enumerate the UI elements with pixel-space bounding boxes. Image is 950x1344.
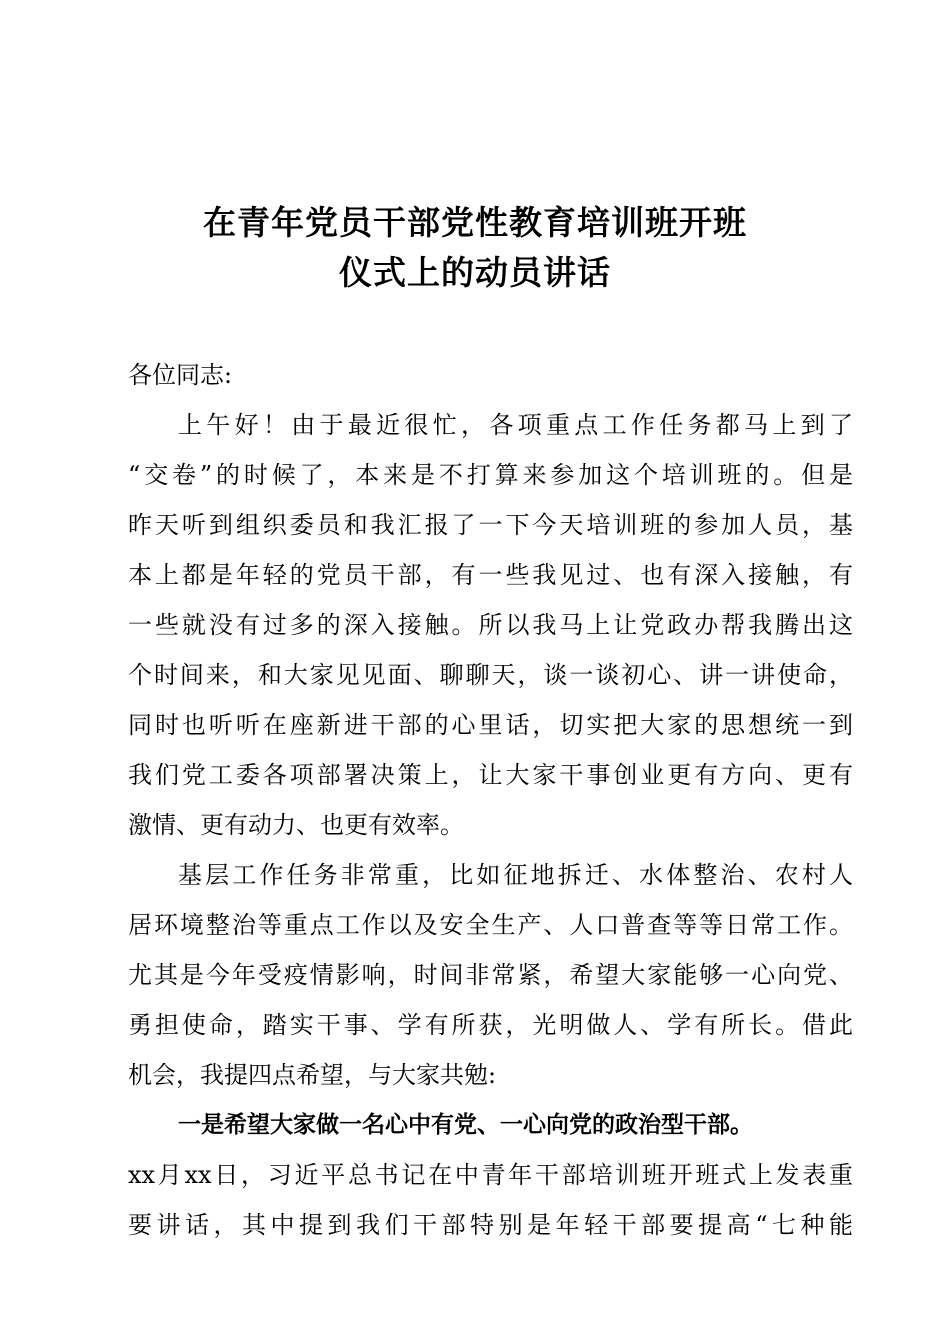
paragraph-line: xx月xx日，习近平总书记在中青年干部培训班开班式上发表重 xyxy=(128,1161,853,1189)
paragraph-line: 本上都是年轻的党员干部，有一些我见过、也有深入接触，有 xyxy=(128,561,853,589)
paragraph-line: 尤其是今年受疫情影响，时间非常紧，希望大家能够一心向党、 xyxy=(128,961,853,989)
salutation: 各位同志: xyxy=(128,361,233,389)
paragraph-line: 我们党工委各项部署决策上，让大家干事创业更有方向、更有 xyxy=(128,761,853,789)
section-heading-1: 一是希望大家做一名心中有党、一心向党的政治型干部。 xyxy=(178,1112,753,1138)
paragraph-line: “交卷”的时候了，本来是不打算来参加这个培训班的。但是 xyxy=(128,461,853,489)
paragraph-line: 基层工作任务非常重，比如征地拆迁、水体整治、农村人 xyxy=(178,861,853,889)
paragraph-line: 上午好！由于最近很忙，各项重点工作任务都马上到了 xyxy=(178,411,853,439)
paragraph-line: 勇担使命，踏实干事、学有所获，光明做人、学有所长。借此 xyxy=(128,1011,853,1039)
paragraph-line: 一些就没有过多的深入接触。所以我马上让党政办帮我腾出这 xyxy=(128,611,853,639)
title-line-1: 在青年党员干部党性教育培训班开班 xyxy=(203,203,747,242)
paragraph-line: 要讲话，其中提到我们干部特别是年轻干部要提高“七种能 xyxy=(128,1211,853,1239)
title-line-2: 仪式上的动员讲话 xyxy=(339,253,611,292)
paragraph-line: 居环境整治等重点工作以及安全生产、人口普查等等日常工作。 xyxy=(128,911,853,939)
paragraph-line: 激情、更有动力、也更有效率。 xyxy=(128,811,464,839)
paragraph-line: 昨天听到组织委员和我汇报了一下今天培训班的参加人员，基 xyxy=(128,511,853,539)
paragraph-line: 机会，我提四点希望，与大家共勉: xyxy=(128,1061,497,1089)
paragraph-line: 个时间来，和大家见见面、聊聊天，谈一谈初心、讲一讲使命， xyxy=(128,661,853,689)
paragraph-line: 同时也听听在座新进干部的心里话，切实把大家的思想统一到 xyxy=(128,711,853,739)
